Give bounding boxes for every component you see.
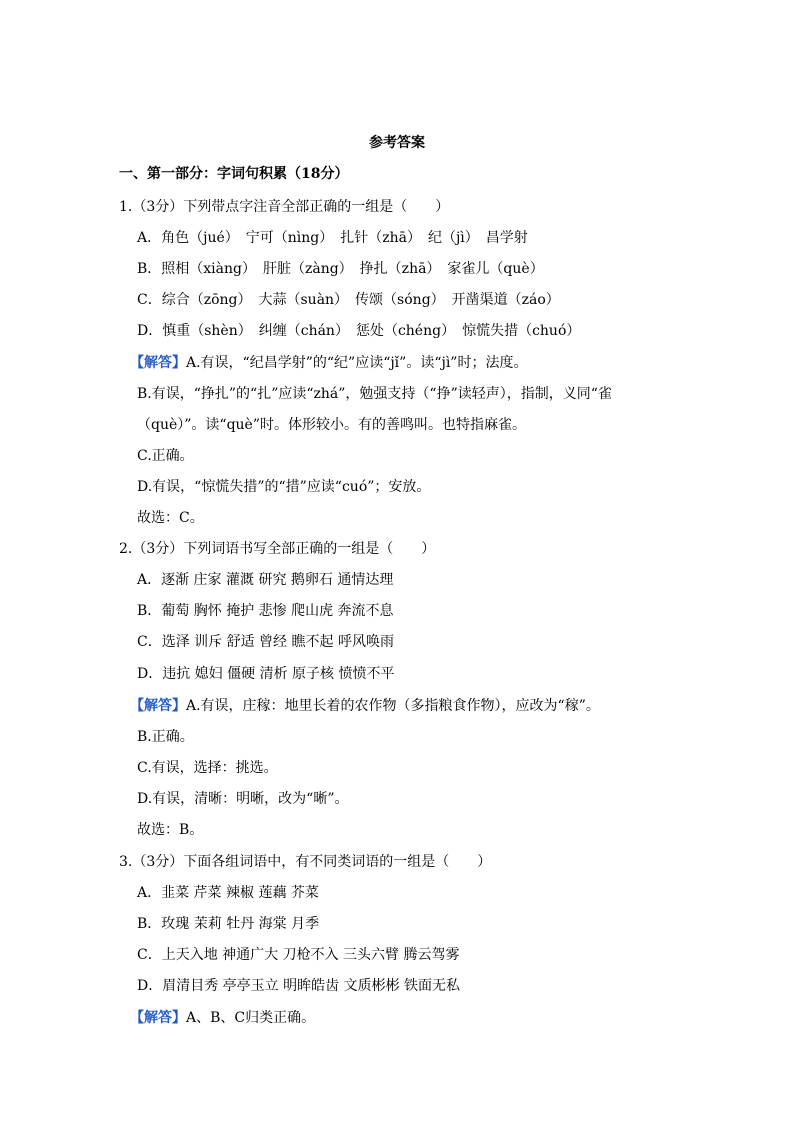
question-3-option-d: D．眉清目秀 亭亭玉立 明眸皓齿 文质彬彬 铁面无私 (137, 978, 461, 994)
answer-line: C.有误，选择：挑选。 (137, 760, 278, 776)
answer-line: B.有误，“挣扎”的“扎”应读“zhá”，勉强支持（“挣”读轻声），指制，义同“雀 (137, 386, 612, 402)
answer-tag: 【解答】 (130, 355, 186, 371)
answer-line: D.有误，“惊慌失措”的“措”应读“cuó”；安放。 (137, 479, 431, 495)
answer-choice: 故选：B。 (137, 822, 204, 838)
question-3-option-c: C．上天入地 神通广大 刀枪不入 三头六臂 腾云驾雾 (137, 947, 460, 963)
answer-text: A.有误，庄稼：地里长着的农作物（多指粮食作物），应改为“稼”。 (186, 698, 600, 714)
question-1-option-c: C．综合（zōng） 大蒜（suàn） 传颂（sóng） 开凿渠道（záo） (137, 292, 560, 308)
question-2-option-b: B．葡萄 胸怀 掩护 悲惨 爬山虎 奔流不息 (137, 603, 394, 619)
question-2-option-c: C．选泽 训斥 舒适 曾经 瞧不起 呼风唤雨 (137, 634, 394, 650)
answer-tag: 【解答】 (130, 1010, 186, 1026)
question-1-answer (130, 353, 527, 373)
question-1-option-a: A．角色（jué） 宁可（nìng） 扎针（zhā） 纪（jì） 昌学射 (137, 230, 528, 246)
page-title: 参考答案 (369, 135, 425, 151)
question-3-stem: 3.（3分）下面各组词语中，有不同类词语的一组是（ ） (119, 854, 492, 870)
question-1-stem: 1.（3分）下列带点字注音全部正确的一组是（ ） (119, 199, 450, 215)
question-3-option-a: A．韭菜 芹菜 辣椒 莲藕 芥菜 (137, 885, 319, 901)
question-2-answer (130, 696, 600, 716)
answer-line: B.正确。 (137, 729, 194, 745)
answer-text: A.有误，“纪昌学射”的“纪”应读“jǐ”。读“jì”时；法度。 (186, 355, 528, 371)
answer-text: A、B、C归类正确。 (186, 1010, 316, 1026)
question-2-option-a: A．逐渐 庄家 灌溉 研究 鹅卵石 通情达理 (137, 572, 394, 588)
section-heading: 一、第一部分：字词句积累（18分） (119, 166, 349, 182)
question-2-stem: 2.（3分）下列词语书写全部正确的一组是（ ） (119, 541, 436, 557)
answer-line: （què）”。读“què”时。体形较小。有的善鸣叫。也特指麻雀。 (137, 417, 526, 433)
question-1-option-d: D．慎重（shèn） 纠缠（chán） 惩处（chéng） 惊慌失措（chuó） (137, 323, 581, 339)
question-2-option-d: D．违抗 媳妇 僵硬 清析 原子核 愤愤不平 (137, 666, 395, 682)
answer-line: C.正确。 (137, 448, 194, 464)
question-3-answer (130, 1008, 315, 1028)
answer-line: D.有误，清晰：明晰，改为“晰”。 (137, 791, 349, 807)
answer-choice: 故选：C。 (137, 510, 204, 526)
question-1-option-b: B．照相（xiàng） 肝脏（zàng） 挣扎（zhā） 家雀儿（què） (137, 261, 544, 277)
answer-tag: 【解答】 (130, 698, 186, 714)
question-3-option-b: B．玫瑰 茉莉 牡丹 海棠 月季 (137, 916, 320, 932)
